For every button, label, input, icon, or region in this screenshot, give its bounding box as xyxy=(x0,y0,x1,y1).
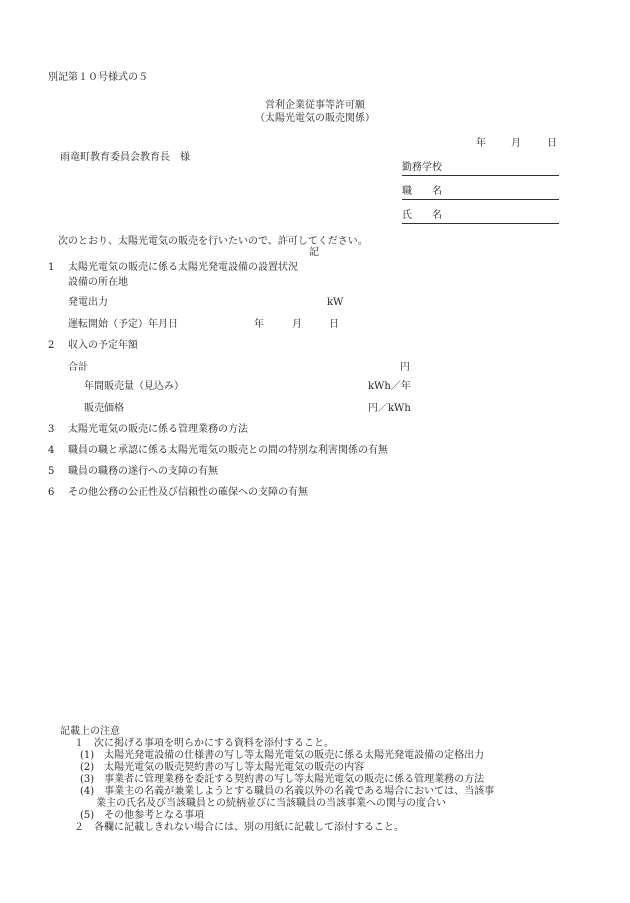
date-year: 年 xyxy=(476,138,486,149)
item-4-number: 4 xyxy=(48,445,55,456)
ki-label: 記 xyxy=(309,247,319,258)
item-3-text: 太陽光電気の販売に係る管理業務の方法 xyxy=(68,424,248,435)
position-label: 職 名 xyxy=(402,186,442,197)
note-1-sub-5: (5) その他参考となる事項 xyxy=(80,810,205,821)
name-label: 氏 名 xyxy=(402,210,442,221)
position-field[interactable] xyxy=(402,186,559,200)
price-unit: 円／kWh xyxy=(368,403,411,414)
start-date-label: 運転開始（予定）年月日 xyxy=(68,319,178,330)
date-day: 日 xyxy=(547,138,557,149)
item-5-number: 5 xyxy=(48,466,55,477)
note-1-sub-4a: (4) 事業主の名義が兼業しようとする職員の名義以外の名義である場合においては、当該事 xyxy=(80,786,495,797)
location-label: 設備の所在地 xyxy=(68,277,128,288)
notes-heading: 記載上の注意 xyxy=(60,726,120,737)
item-5-text: 職員の職務の遂行への支障の有無 xyxy=(68,466,218,477)
note-1-sub-4b: 業主の氏名及び当該職員との続柄並びに当該職員の当該事業への関与の度合い xyxy=(96,798,446,809)
page-subtitle: （太陽光電気の販売関係） xyxy=(255,113,375,124)
start-year: 年 xyxy=(254,319,264,330)
form-id: 別記第１０号様式の５ xyxy=(48,72,148,83)
school-label: 勤務学校 xyxy=(402,162,442,173)
note-2: ２ 各欄に記載しきれない場合には、別の用紙に記載して添付すること。 xyxy=(74,822,404,833)
output-label: 発電出力 xyxy=(68,297,108,308)
total-unit: 円 xyxy=(400,362,410,373)
note-1-sub-1: (1) 太陽光発電設備の仕様書の写し等太陽光電気の販売に係る太陽光発電設備の定格出力 xyxy=(80,750,485,761)
note-1-sub-2: (2) 太陽光電気の販売契約書の写し等太陽光電気の販売の内容 xyxy=(80,762,365,773)
note-1-sub-3: (3) 事業者に管理業務を委託する契約書の写し等太陽光電気の販売に係る管理業務の方法 xyxy=(80,774,485,785)
name-field[interactable] xyxy=(402,210,559,224)
note-1: １ 次に掲げる事項を明らかにする資料を添付すること。 xyxy=(74,738,334,749)
volume-unit: kWh／年 xyxy=(368,381,411,392)
item-4-text: 職員の職と承認に係る太陽光電気の販売との間の特別な利害関係の有無 xyxy=(68,445,388,456)
price-label: 販売価格 xyxy=(84,403,124,414)
start-month: 月 xyxy=(292,319,302,330)
output-unit: kW xyxy=(327,297,344,308)
total-label: 合計 xyxy=(68,362,88,373)
item-1-text: 太陽光電気の販売に係る太陽光発電設備の設置状況 xyxy=(68,262,298,273)
item-1-number: 1 xyxy=(48,262,55,273)
addressee: 雨竜町教育委員会教育長 様 xyxy=(60,152,190,163)
page-title: 営利企業従事等許可願 xyxy=(265,100,365,111)
school-field[interactable] xyxy=(402,162,559,176)
item-2-number: 2 xyxy=(48,340,55,351)
item-6-number: 6 xyxy=(48,487,55,498)
start-day: 日 xyxy=(329,319,339,330)
item-3-number: 3 xyxy=(48,424,55,435)
date-month: 月 xyxy=(511,138,521,149)
intro-text: 次のとおり、太陽光電気の販売を行いたいので、許可してください。 xyxy=(58,236,368,247)
item-2-text: 収入の予定年額 xyxy=(68,340,138,351)
volume-label: 年間販売量（見込み） xyxy=(84,381,184,392)
item-6-text: その他公務の公正性及び信頼性の確保への支障の有無 xyxy=(68,487,308,498)
